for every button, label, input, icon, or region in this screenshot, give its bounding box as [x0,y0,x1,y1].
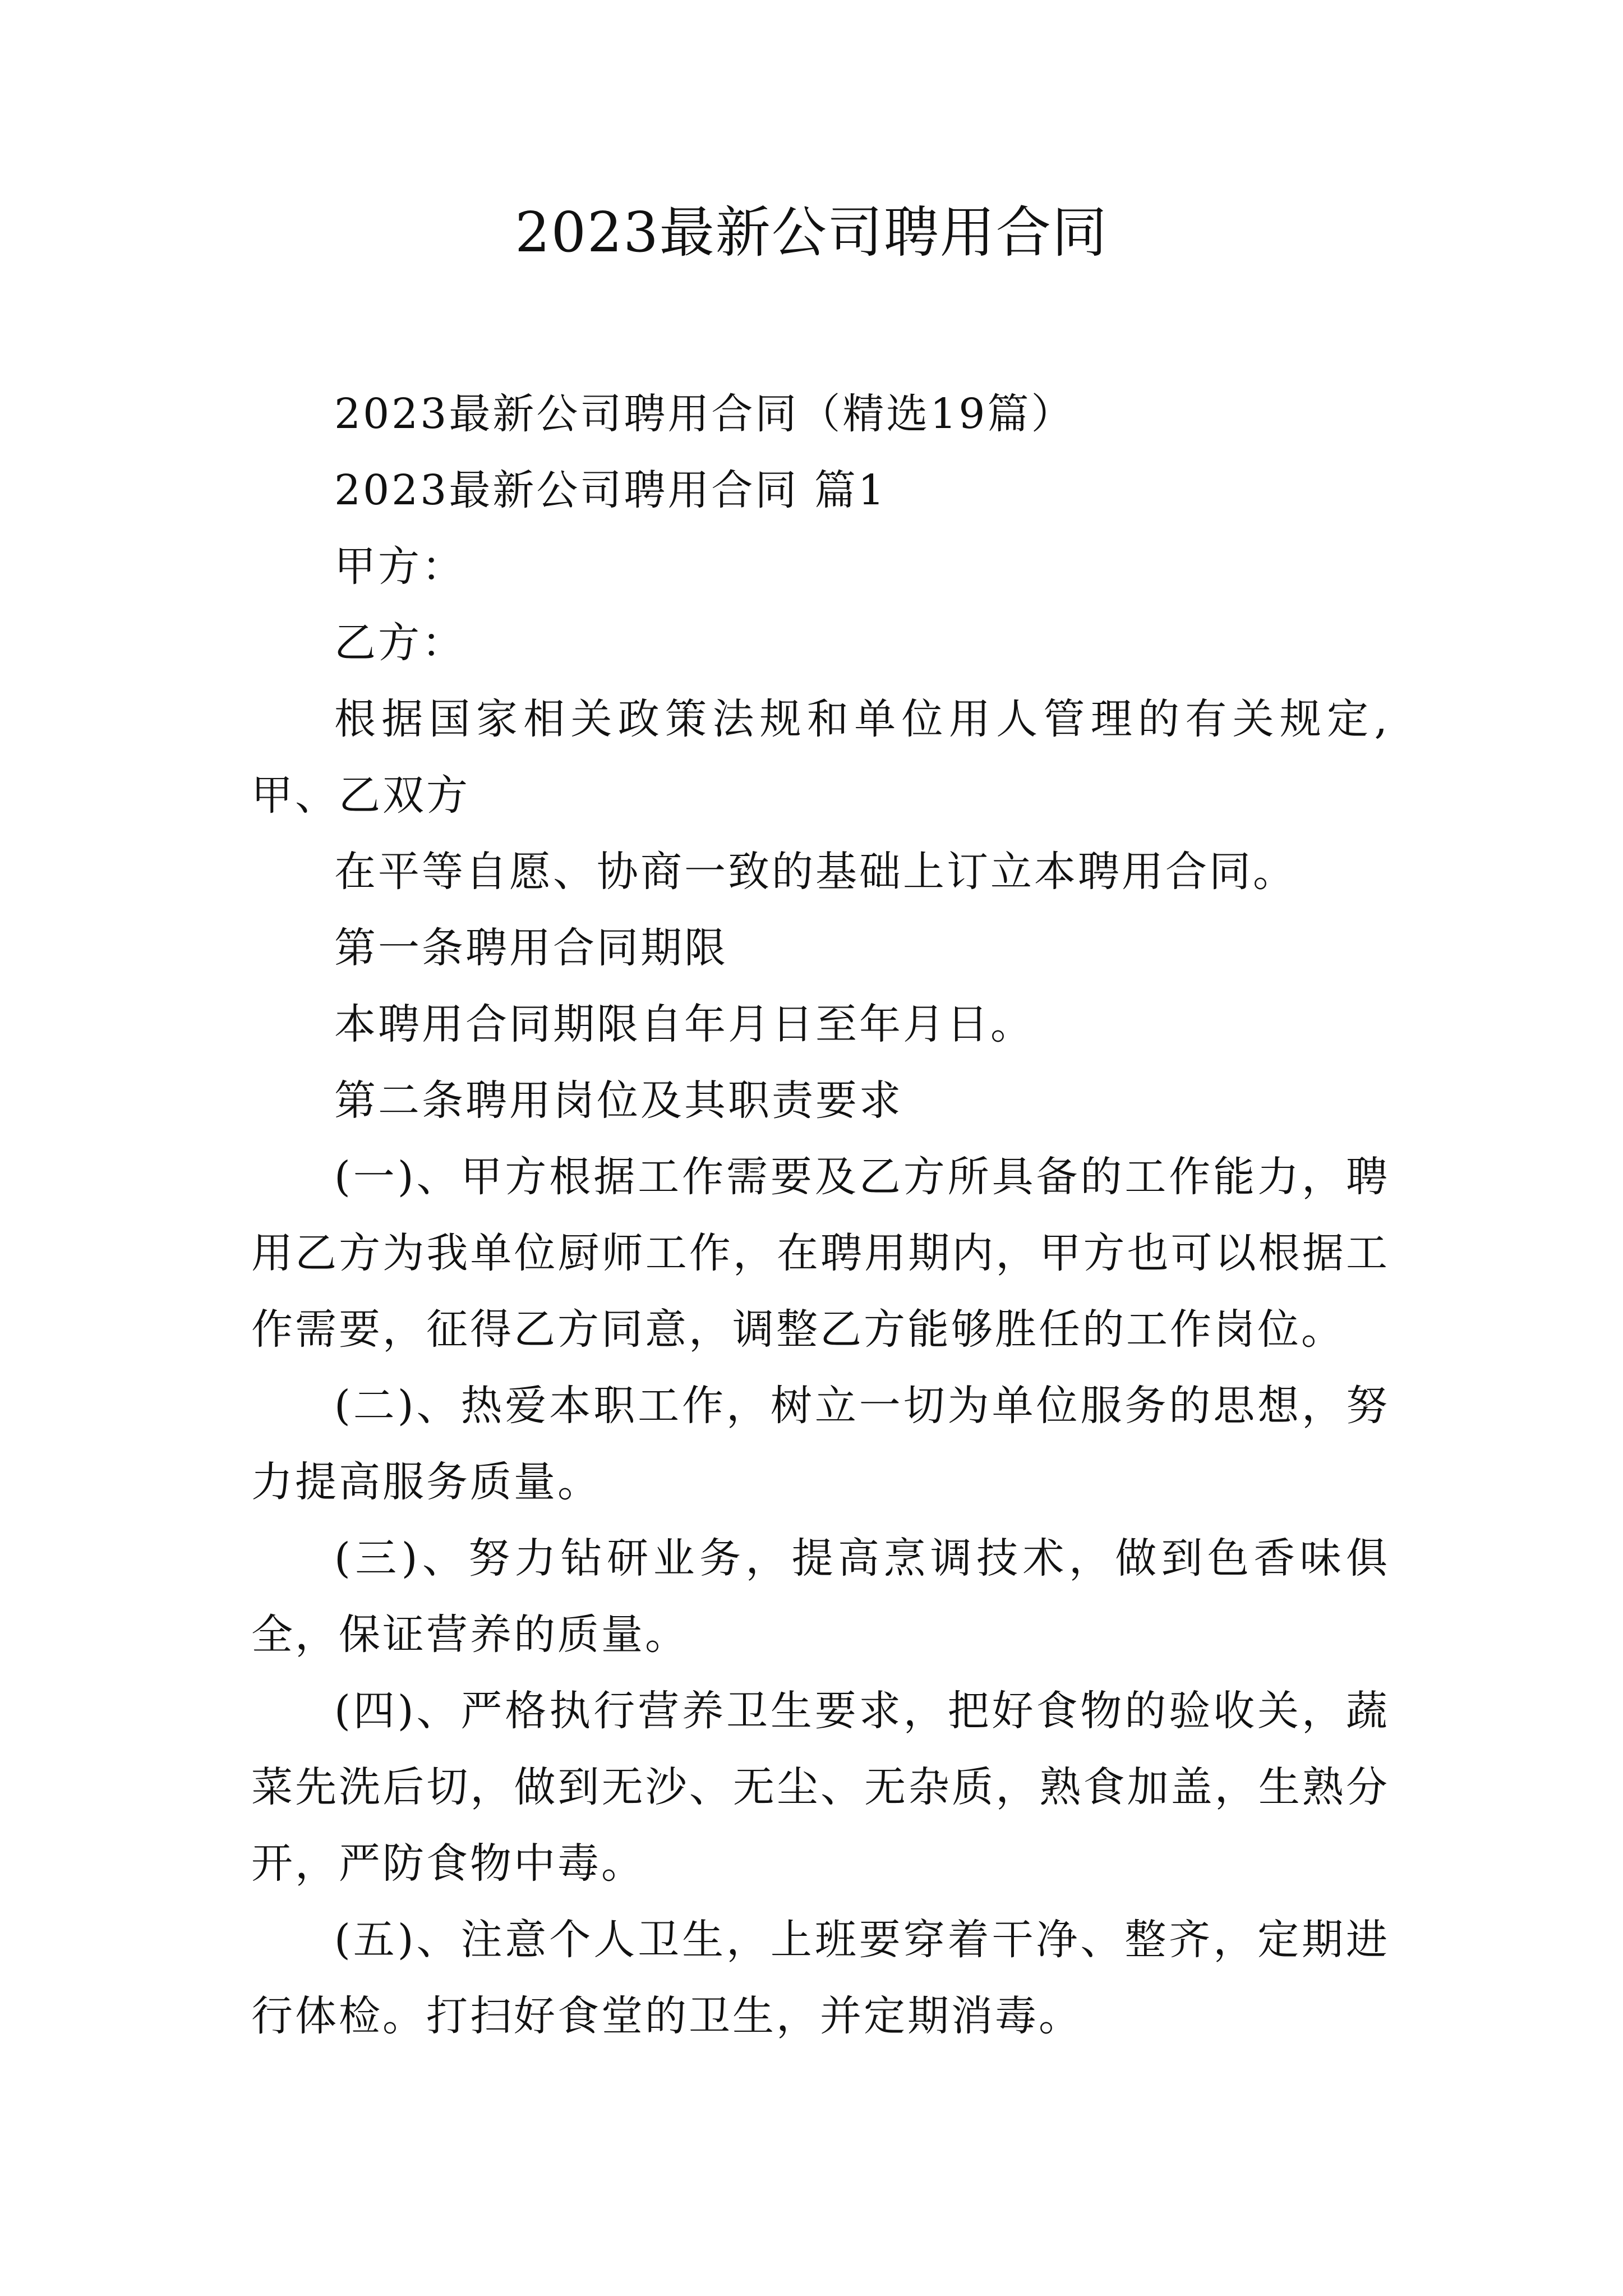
clause-paragraph: (二)、热爱本职工作，树立一切为单位服务的思想，努力提高服务质量。 [251,1382,1390,1506]
clause-paragraph: (一)、甲方根据工作需要及乙方所具备的工作能力，聘用乙方为我单位厨师工作，在聘用期内，甲方也可以根据工作需要，征得乙方同意，调整乙方能够胜任的工作岗位。 [251,1153,1390,1354]
section-heading: 2023最新公司聘用合同 篇1 [334,466,887,514]
clause-paragraph: (四)、严格执行营养卫生要求，把好食物的验收关，蔬菜先洗后切，做到无沙、无尘、无杂质，熟食加盖，生熟分开，严防食物中毒。 [251,1687,1390,1888]
clause-paragraph: (五)、注意个人卫生，上班要穿着干净、整齐，定期进行体检。打扫好食堂的卫生，并定期消毒。 [251,1916,1390,2040]
document-title: 2023最新公司聘用合同 [515,201,1108,265]
subtitle-line: 2023最新公司聘用合同（精选19篇） [334,390,1075,438]
party-a-line: 甲方： [334,542,465,591]
clause-paragraph: (三)、努力钻研业务，提高烹调技术，做到色香味俱全，保证营养的质量。 [251,1534,1390,1659]
preamble-paragraph: 根据国家相关政策法规和单位用人管理的有关规定,甲、乙双方 [251,695,1390,820]
article-heading: 第一条聘用合同期限 [334,924,728,972]
article-paragraph: 本聘用合同期限自年月日至年月日。 [334,1000,1034,1048]
document-body [251,376,1390,2054]
preamble-continuation: 在平等自愿、协商一致的基础上订立本聘用合同。 [334,848,1297,896]
party-b-line: 乙方： [334,619,465,667]
article-heading: 第二条聘用岗位及其职责要求 [334,1076,903,1125]
